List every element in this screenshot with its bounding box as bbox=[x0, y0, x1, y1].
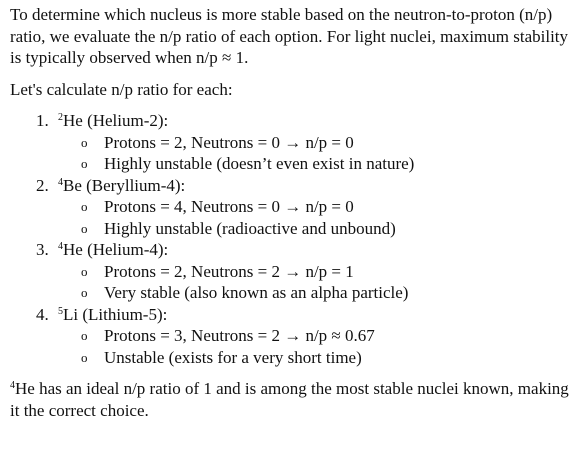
item-number: 3. bbox=[36, 240, 49, 259]
item-heading bbox=[36, 239, 578, 261]
item-points bbox=[10, 196, 578, 239]
conclusion-text: He has an ideal n/p ratio of 1 and is among the most stable nuclei known, making it the correct choice. bbox=[10, 379, 569, 420]
mass-number: 4 bbox=[58, 241, 63, 252]
hollow-bullet-icon: o bbox=[81, 199, 88, 214]
hollow-bullet-icon: o bbox=[81, 134, 88, 150]
hollow-bullet-icon: o bbox=[81, 285, 88, 300]
item-points bbox=[10, 261, 578, 304]
item-number: 4. bbox=[36, 304, 49, 324]
item-points bbox=[10, 132, 578, 175]
mass-number: 4 bbox=[10, 380, 15, 391]
hollow-bullet-icon: o bbox=[81, 220, 88, 236]
list-item bbox=[10, 175, 578, 240]
list-item bbox=[10, 110, 578, 175]
hollow-bullet-icon: o bbox=[81, 328, 88, 343]
list-point bbox=[81, 347, 578, 369]
point-text: Protons = 2, Neutrons = 0 → n/p = 0 bbox=[104, 132, 354, 152]
hollow-bullet-icon: o bbox=[81, 156, 88, 171]
list-point bbox=[81, 218, 578, 240]
mass-number: 2 bbox=[58, 112, 63, 123]
lead-paragraph: Let's calculate n/p ratio for each: bbox=[10, 79, 233, 99]
item-heading bbox=[36, 110, 578, 132]
point-text: Protons = 2, Neutrons = 2 → n/p = 1 bbox=[104, 261, 354, 281]
item-label-text: Be (Beryllium-4): bbox=[63, 175, 186, 195]
point-text: Protons = 4, Neutrons = 0 → n/p = 0 bbox=[104, 197, 354, 216]
item-label bbox=[58, 175, 185, 197]
list-item bbox=[10, 304, 578, 369]
point-text: Unstable (exists for a very short time) bbox=[104, 347, 362, 367]
point-text: Highly unstable (doesn’t even exist in nature) bbox=[104, 154, 415, 173]
item-label-text: He (Helium-4): bbox=[63, 240, 169, 259]
point-text: Highly unstable (radioactive and unbound) bbox=[104, 218, 396, 238]
item-heading bbox=[36, 304, 578, 326]
list-point bbox=[81, 282, 578, 304]
item-label bbox=[58, 239, 168, 261]
nucleus-list bbox=[10, 110, 578, 368]
mass-number: 4 bbox=[58, 176, 63, 188]
list-point bbox=[81, 325, 578, 347]
item-label bbox=[58, 110, 168, 132]
list-point bbox=[81, 132, 578, 154]
item-label-text: He (Helium-2): bbox=[63, 111, 169, 130]
item-heading bbox=[36, 175, 578, 197]
item-number: 1. bbox=[36, 111, 49, 130]
item-label-text: Li (Lithium-5): bbox=[63, 304, 168, 324]
list-point bbox=[81, 153, 578, 175]
point-text: Very stable (also known as an alpha particle) bbox=[104, 283, 409, 302]
list-item bbox=[10, 239, 578, 304]
hollow-bullet-icon: o bbox=[81, 263, 88, 279]
item-points bbox=[10, 325, 578, 368]
item-number: 2. bbox=[36, 175, 49, 195]
conclusion-paragraph bbox=[10, 378, 578, 421]
intro-paragraph: To determine which nucleus is more stable based on the neutron-to-proton (n/p) ratio, we evaluate the n/p ratio of each option. For light nuclei, maximum stability is typically observed when n/p ≈ 1. bbox=[10, 5, 569, 67]
item-label bbox=[58, 304, 167, 326]
list-point bbox=[81, 261, 578, 283]
point-text: Protons = 3, Neutrons = 2 → n/p ≈ 0.67 bbox=[104, 326, 375, 345]
list-point bbox=[81, 196, 578, 218]
mass-number: 5 bbox=[58, 305, 63, 317]
hollow-bullet-icon: o bbox=[81, 349, 88, 365]
